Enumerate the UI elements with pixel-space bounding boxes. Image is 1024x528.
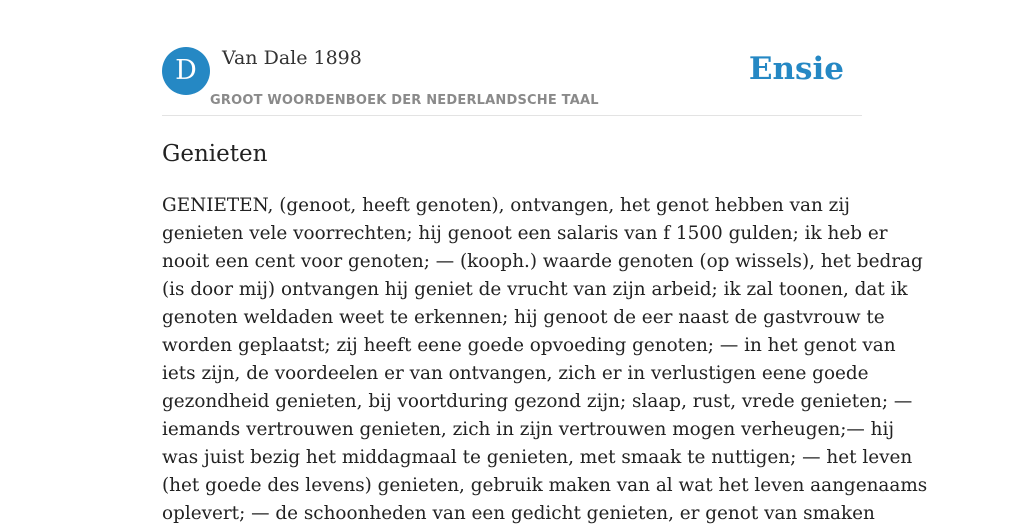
definition-line: (het goede des levens) genieten, gebruik maken van al wat het leven aangenaams (162, 475, 928, 496)
source-subtitle: GROOT WOORDENBOEK DER NEDERLANDSCHE TAAL (210, 93, 599, 108)
definition-line: iemands vertrouwen genieten, zich in zijn vertrouwen mogen verheugen;— hij (162, 419, 895, 440)
definition-line: nooit een cent voor genoten; — (kooph.) waarde genoten (op wissels), het bedrag (162, 251, 923, 272)
header-divider (162, 115, 862, 116)
definition-line: genoten weldaden weet te erkennen; hij genoot de eer naast de gastvrouw te (162, 307, 885, 328)
definition-line: oplevert; — de schoonheden van een gedicht genieten, er genot van smaken (162, 503, 875, 524)
definition-line: genieten vele voorrechten; hij genoot een salaris van f 1500 gulden; ik heb er (162, 223, 888, 244)
definition-line: iets zijn, de voordeelen er van ontvangen, zich er in verlustigen eene goede (162, 363, 869, 384)
definition-line: (is door mij) ontvangen hij geniet de vrucht van zijn arbeid; ik zal toonen, dat ik (162, 279, 908, 300)
source-avatar[interactable]: D (162, 47, 210, 95)
definition-line: gezondheid genieten, bij voortduring gezond zijn; slaap, rust, vrede genieten; — (162, 391, 913, 412)
source-name[interactable]: Van Dale 1898 (222, 47, 362, 69)
definition-line: worden geplaatst; zij heeft eene goede opvoeding genoten; — in het genot van (162, 335, 896, 356)
definition-line: GENIETEN, (genoot, heeft genoten), ontvangen, het genot hebben van zij (162, 195, 850, 216)
entry-title: Genieten (162, 141, 268, 167)
brand-logo[interactable]: Ensie (748, 51, 844, 87)
entry-definition (162, 192, 928, 528)
entry-card (162, 0, 928, 524)
definition-line: was juist bezig het middagmaal te genieten, met smaak te nuttigen; — het leven (162, 447, 913, 468)
